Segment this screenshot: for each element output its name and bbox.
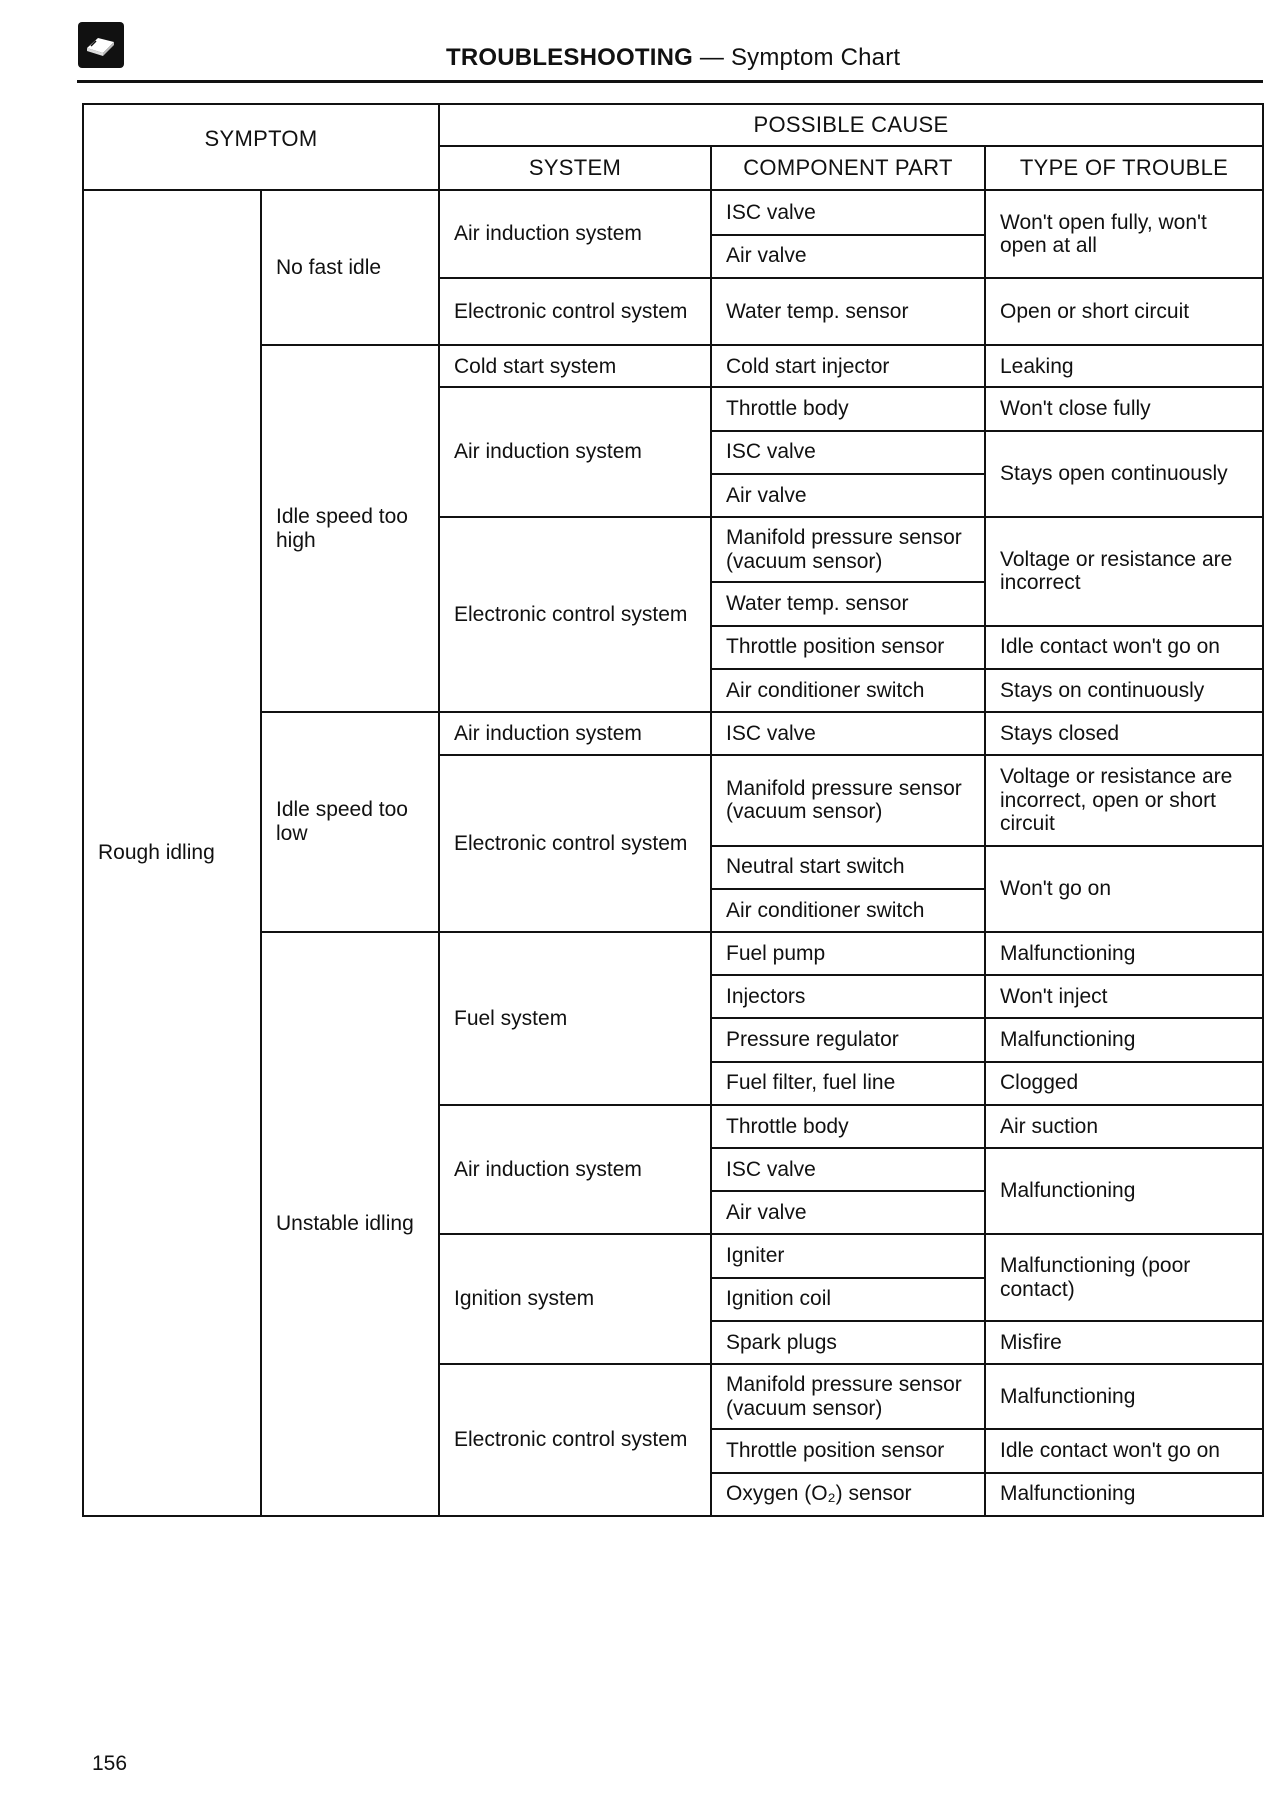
component-cell: Manifold pressure sensor (vacuum sensor): [711, 1364, 985, 1429]
trouble-cell: Voltage or resistance are incorrect: [985, 517, 1263, 626]
trouble-cell: Stays open continuously: [985, 431, 1263, 517]
sub-symptom-cell: No fast idle: [261, 190, 439, 345]
system-cell: Air induction system: [439, 712, 711, 755]
table-row: [83, 190, 1263, 234]
system-column-header: SYSTEM: [439, 146, 711, 190]
component-cell: Throttle body: [711, 387, 985, 430]
possible-cause-header: POSSIBLE CAUSE: [439, 104, 1263, 146]
component-part-column-header: COMPONENT PART: [711, 146, 985, 190]
component-cell: ISC valve: [711, 190, 985, 234]
manual-book-icon: [78, 22, 124, 68]
trouble-cell: Won't go on: [985, 846, 1263, 932]
component-cell: Oxygen (O₂) sensor: [711, 1473, 985, 1517]
component-cell: Spark plugs: [711, 1321, 985, 1364]
trouble-cell: Malfunctioning (poor contact): [985, 1234, 1263, 1320]
trouble-cell: Malfunctioning: [985, 1473, 1263, 1517]
sub-symptom-cell: Unstable idling: [261, 932, 439, 1516]
component-cell: ISC valve: [711, 712, 985, 755]
sub-symptom-cell: Idle speed too high: [261, 345, 439, 712]
component-cell: Pressure regulator: [711, 1018, 985, 1061]
component-cell: Fuel pump: [711, 932, 985, 975]
component-cell: ISC valve: [711, 431, 985, 474]
system-cell: Air induction system: [439, 387, 711, 517]
component-cell: Throttle position sensor: [711, 626, 985, 669]
component-cell: ISC valve: [711, 1148, 985, 1191]
system-cell: Ignition system: [439, 1234, 711, 1364]
sub-symptom-cell: Idle speed too low: [261, 712, 439, 932]
trouble-cell: Stays closed: [985, 712, 1263, 755]
system-cell: Air induction system: [439, 1105, 711, 1235]
component-cell: Manifold pressure sensor (vacuum sensor): [711, 517, 985, 582]
component-cell: Air valve: [711, 235, 985, 278]
trouble-cell: Stays on continuously: [985, 669, 1263, 712]
page-number: 156: [92, 1752, 128, 1775]
trouble-cell: Air suction: [985, 1105, 1263, 1148]
trouble-cell: Won't close fully: [985, 387, 1263, 430]
system-cell: Electronic control system: [439, 1364, 711, 1516]
component-cell: Air valve: [711, 474, 985, 517]
trouble-cell: Idle contact won't go on: [985, 1429, 1263, 1472]
trouble-cell: Malfunctioning: [985, 1148, 1263, 1234]
trouble-cell: Clogged: [985, 1062, 1263, 1105]
component-cell: Neutral start switch: [711, 846, 985, 889]
system-cell: Electronic control system: [439, 278, 711, 345]
trouble-cell: Malfunctioning: [985, 1364, 1263, 1429]
trouble-cell: Malfunctioning: [985, 1018, 1263, 1061]
type-of-trouble-column-header: TYPE OF TROUBLE: [985, 146, 1263, 190]
trouble-cell: Open or short circuit: [985, 278, 1263, 345]
component-cell: Air conditioner switch: [711, 669, 985, 712]
system-cell: Electronic control system: [439, 517, 711, 712]
system-cell: Fuel system: [439, 932, 711, 1105]
symptom-column-header: SYMPTOM: [83, 104, 439, 190]
trouble-cell: Voltage or resistance are incorrect, open or short circuit: [985, 755, 1263, 845]
component-cell: Throttle body: [711, 1105, 985, 1148]
component-cell: Igniter: [711, 1234, 985, 1277]
trouble-cell: Misfire: [985, 1321, 1263, 1364]
component-cell: Water temp. sensor: [711, 582, 985, 625]
component-cell: Ignition coil: [711, 1278, 985, 1321]
component-cell: Fuel filter, fuel line: [711, 1062, 985, 1105]
trouble-cell: Won't open fully, won't open at all: [985, 190, 1263, 277]
header-row: [83, 104, 1263, 146]
symptom-cell: Rough idling: [83, 190, 261, 1516]
system-cell: Electronic control system: [439, 755, 711, 932]
system-cell: Cold start system: [439, 345, 711, 387]
page-header-title: [446, 44, 900, 72]
system-cell: Air induction system: [439, 190, 711, 277]
component-cell: Injectors: [711, 975, 985, 1018]
trouble-cell: Leaking: [985, 345, 1263, 387]
symptom-chart-table: [82, 103, 1264, 1517]
trouble-cell: Won't inject: [985, 975, 1263, 1018]
header-title-bold: TROUBLESHOOTING: [446, 44, 693, 71]
component-cell: Water temp. sensor: [711, 278, 985, 345]
component-cell: Air conditioner switch: [711, 889, 985, 932]
trouble-cell: Malfunctioning: [985, 932, 1263, 975]
header-title-rest: — Symptom Chart: [699, 44, 901, 71]
component-cell: Air valve: [711, 1191, 985, 1234]
component-cell: Cold start injector: [711, 345, 985, 387]
component-cell: Manifold pressure sensor (vacuum sensor): [711, 755, 985, 845]
trouble-cell: Idle contact won't go on: [985, 626, 1263, 669]
header-rule: [77, 80, 1263, 83]
component-cell: Throttle position sensor: [711, 1429, 985, 1472]
